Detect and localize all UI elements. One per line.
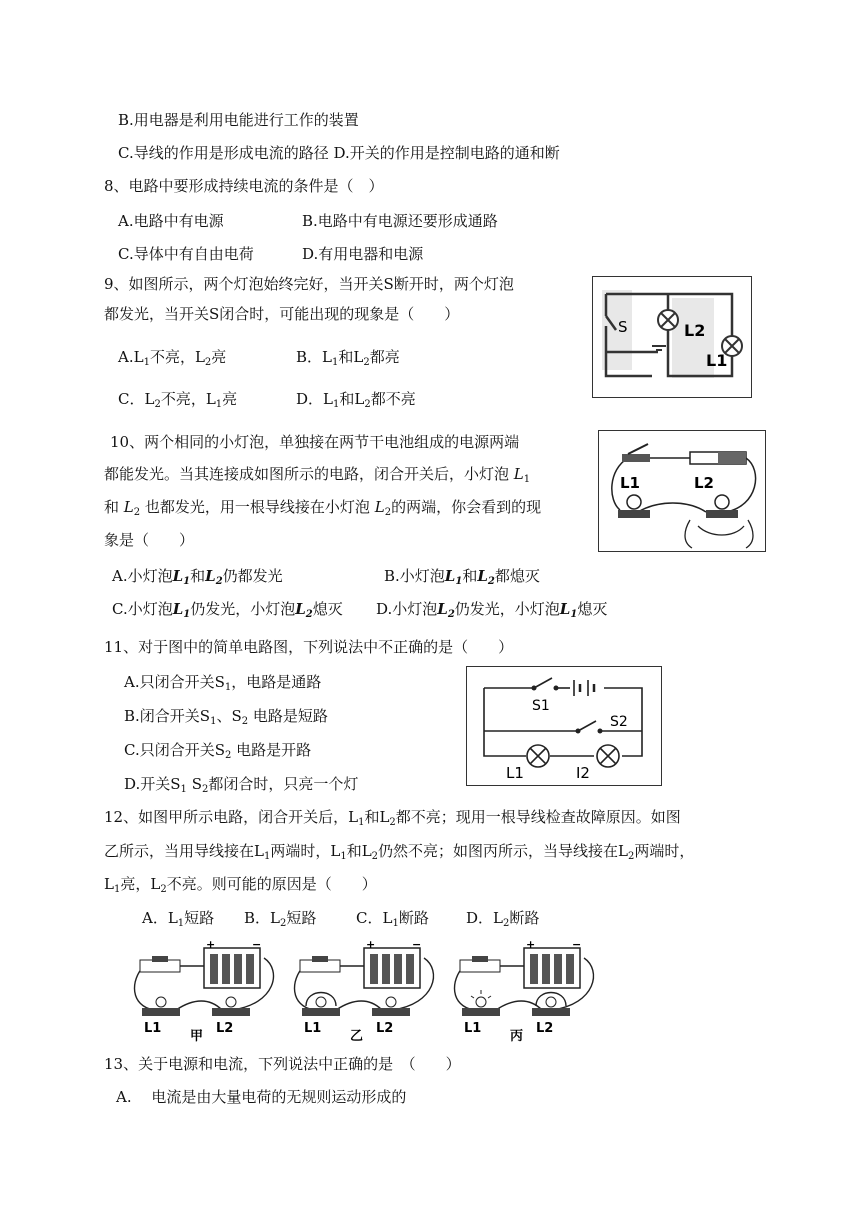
q11-stem: 11、对于图中的简单电路图，下列说法中不正确的是（ ） [104, 638, 514, 656]
fig11-label-l2: I2 [576, 764, 590, 782]
svg-text:+: + [206, 940, 216, 951]
fig12-label-jia: 甲 [190, 1029, 204, 1044]
fig12-label-yi: 乙 [350, 1029, 364, 1044]
q7-option-cd: C.导线的作用是形成电流的路径 D.开关的作用是控制电路的通和断 [118, 144, 560, 162]
q9-option-d: D．$L_1$和$L_2$都不亮 [296, 390, 416, 410]
q10-stem-line4: 象是（ ） [104, 531, 195, 549]
q12-circuits-figure [124, 940, 604, 1044]
fig10-label-l2: L2 [694, 474, 714, 492]
fig12-jia-l2: L2 [216, 1021, 234, 1036]
fig9-label-s: S [618, 318, 628, 336]
fig12-yi-l1: L1 [304, 1021, 322, 1036]
fig11-label-s2: S2 [610, 714, 628, 730]
fig12-yi-l2: L2 [376, 1021, 394, 1036]
q11-option-d: D.开关$S_1$ $S_2$都闭合时，只亮一个灯 [124, 775, 359, 795]
q9-option-b: B．$L_1$和$L_2$都亮 [296, 348, 400, 368]
q9-option-a: $A.L_1$不亮，$L_2$亮 [118, 348, 227, 368]
q13-stem: 13、关于电源和电流，下列说法中正确的是 （ ） [104, 1055, 461, 1073]
q9-stem-line1: 9、如图所示，两个灯泡始终完好，当开关S断开时，两个灯泡 [104, 275, 514, 293]
fig12-label-bing: 丙 [510, 1029, 524, 1044]
q10-option-c: C.小灯泡$L_1$仍发光，小灯泡$L_2$熄灭 [112, 600, 343, 620]
q12-stem-line3: $L_1$亮，$L_2$不亮。则可能的原因是（ ） [104, 875, 377, 895]
fig11-label-s1: S1 [532, 698, 550, 714]
q8-option-d: D.有用电器和电源 [302, 245, 424, 263]
q11-circuit-figure [466, 666, 662, 786]
q9-circuit-figure [592, 276, 752, 398]
q8-option-c: C.导体中有自由电荷 [118, 245, 254, 263]
q10-option-a: A.小灯泡$L_1$和$L_2$仍都发光 [112, 567, 283, 587]
q10-stem-line3: 和 $L_2$ 也都发光，用一根导线接在小灯泡 $L_2$的两端，你会看到的现 [104, 498, 542, 518]
battery-icon [524, 948, 580, 988]
q12-option-b: B．$L_2$短路 [244, 909, 317, 929]
q12-option-c: C．$L_1$断路 [356, 909, 429, 929]
fig12-jia-l1: L1 [144, 1021, 162, 1036]
circuit-yi [295, 940, 434, 1044]
battery-icon [364, 948, 420, 988]
fig11-label-l1: L1 [506, 764, 524, 782]
q10-stem-line2: 都能发光。当其连接成如图所示的电路，闭合开关后，小灯泡 $L_1$ [104, 465, 531, 485]
svg-text:+: + [366, 940, 376, 951]
q12-stem-line2: 乙所示，当用导线接在$L_1$两端时，$L_1$和$L_2$仍然不亮；如图丙所示，当导线接在$L_2$两端时， [104, 842, 695, 862]
q8-option-b: B.电路中有电源还要形成通路 [302, 212, 498, 230]
circuit-bing [455, 940, 594, 1044]
svg-text:−: − [252, 940, 262, 951]
q11-option-a: A.只闭合开关$S_1$，电路是通路 [124, 673, 322, 693]
q7-option-b: B.用电器是利用电能进行工作的装置 [118, 111, 359, 129]
q8-option-a: A.电路中有电源 [118, 212, 224, 230]
fig9-label-l2: L2 [684, 321, 706, 340]
q10-option-b: B.小灯泡$L_1$和$L_2$都熄灭 [384, 567, 540, 587]
lamp-l1-icon [527, 745, 549, 767]
lamp-l2-icon [658, 310, 678, 330]
q10-stem-line1: 10、两个相同的小灯泡，单独接在两节干电池组成的电源两端 [110, 433, 520, 451]
q9-stem-line2: 都发光，当开关S闭合时，可能出现的现象是（ ） [104, 305, 460, 323]
fig10-label-l1: L1 [620, 474, 640, 492]
q12-stem-line1: 12、如图甲所示电路，闭合开关后，$L_1$和$L_2$都不亮；现用一根导线检查故障原因。如图 [104, 808, 681, 828]
q12-option-d: D．$L_2$断路 [466, 909, 540, 929]
circuit-jia [135, 940, 274, 1044]
svg-text:−: − [572, 940, 582, 951]
svg-text:−: − [412, 940, 422, 951]
fig9-label-l1: L1 [706, 351, 728, 370]
q9-option-c: C．$L_2$不亮，$L_1$亮 [118, 390, 238, 410]
q12-option-a: A．$L_1$短路 [142, 909, 215, 929]
q10-circuit-figure [598, 430, 766, 552]
battery-icon [204, 948, 260, 988]
fig12-bing-l2: L2 [536, 1021, 554, 1036]
fig12-bing-l1: L1 [464, 1021, 482, 1036]
svg-text:+: + [526, 940, 536, 951]
q11-option-c: C.只闭合开关$S_2$ 电路是开路 [124, 741, 312, 761]
lamp-l2-icon [597, 745, 619, 767]
q11-option-b: B.闭合开关$S_1$、$S_2$ 电路是短路 [124, 707, 328, 727]
lit-bulb-icon [471, 990, 491, 1007]
battery-icon [690, 452, 746, 464]
q8-stem: 8、电路中要形成持续电流的条件是（ ） [104, 177, 384, 195]
q10-option-d: D.小灯泡$L_2$仍发光，小灯泡$L_1$熄灭 [376, 600, 608, 620]
q13-option-a: A. 电流是由大量电荷的无规则运动形成的 [116, 1088, 407, 1106]
